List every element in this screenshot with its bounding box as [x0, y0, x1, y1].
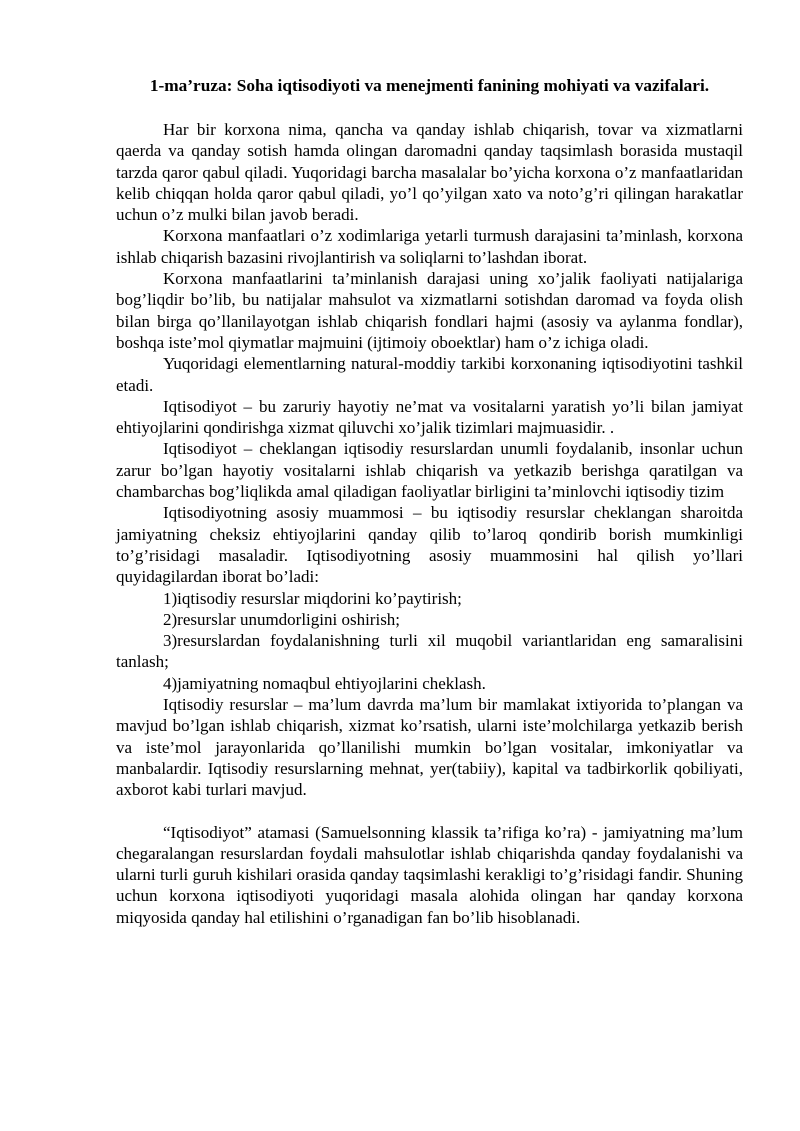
list-item-1: 1)iqtisodiy resurslar miqdorini ko’paytirish; [163, 588, 462, 608]
document-page [116, 0, 743, 928]
paragraph-2: Korxona manfaatlari o’z xodimlariga yetarli turmush darajasini ta’minlash, korxona ishlab chiqarish bazasini rivojlantirish va soliqlarni to’lashdan iborat. [116, 226, 743, 267]
list-item-3: 3)resurslardan foydalanishning turli xil muqobil variantlaridan eng samaralisini tanlash; [116, 631, 743, 672]
paragraph-8: Iqtisodiy resurslar – ma’lum davrda ma’lum bir mamlakat ixtiyorida to’plangan va mavjud bo’lgan ishlab chiqarish, xizmat ko’rsatish, ularni iste’molchilarga yetkazib berish va iste’mol jarayonlarida qo’llanilishi mumkin bo’lgan vositalar, imkoniyatlar va manbalardir. Iqtisodiy resurslarning mehnat, yer(tabiiy), kapital va tadbirkorlik qobiliyati, axborot kabi turlari mavjud. [116, 695, 743, 800]
paragraph-1: Har bir korxona nima, qancha va qanday ishlab chiqarish, tovar va xizmatlarni qaerda va qanday sotish hamda olingan daromadni qanday taqsimlash borasida mustaqil tarzda qaror qabul qiladi. Yuqoridagi barcha masalalar bo’yicha korxona o’z manfaatlaridan kelib chiqqan holda qaror qabul qiladi, yo’l qo’yilgan xato va noto’g’ri qilingan harakatlar uchun o’z mulki bilan javob beradi. [116, 120, 743, 225]
paragraph-6: Iqtisodiyot – cheklangan iqtisodiy resurslardan unumli foydalanib, insonlar uchun zarur bo’lgan hayotiy vositalarni ishlab chiqarish va yetkazib berishga qaratilgan va chambarchas bog’liqlikda amal qiladigan faoliyatlar birligini ta’minlovchi iqtisodiy tizim [116, 439, 743, 502]
paragraph-3: Korxona manfaatlarini ta’minlanish darajasi uning xo’jalik faoliyati natijalariga bog’liqdir bo’lib, bu natijalar mahsulot va xizmatlarni sotishdan daromad va foyda olish bilan birga qo’llanilayotgan ishlab chiqarish fondlari hajmi (asosiy va aylanma fondlar), boshqa iste’mol qiymatlar majmuini (ijtimoiy oboektlar) ham o’z ichiga oladi. [116, 269, 743, 352]
paragraph-5: Iqtisodiyot – bu zaruriy hayotiy ne’mat va vositalarni yaratish yo’li bilan jamiyat ehtiyojlarini qondirishga xizmat qiluvchi xo’jalik tizimlari majmuasidir. . [116, 396, 743, 438]
paragraph-4: Yuqoridagi elementlarning natural-moddiy tarkibi korxonaning iqtisodiyotini tashkil etadi. [116, 354, 743, 395]
paragraph-9: “Iqtisodiyot” atamasi (Samuelsonning klassik ta’rifiga ko’ra) - jamiyatning ma’lum chegaralangan resurslardan foydali mahsulotlar ishlab chiqarishda qanday foydalanishi va ularni turli guruh kishilari orasida qanday taqsimlashi kerakligi to’g’risidagi fandir. Shuning uchun korxona iqtisodiyoti yuqoridagi masala alohida olingan har qanday korxona miqyosida qanday hal etilishini o’rganadigan fan bo’lib hisoblanadi. [116, 822, 743, 927]
document-body [116, 119, 743, 928]
list-item-4: 4)jamiyatning nomaqbul ehtiyojlarini cheklash. [163, 673, 486, 693]
lecture-title: 1-ma’ruza: Soha iqtisodiyoti va menejmenti fanining mohiyati va vazifalari. [149, 76, 710, 95]
paragraph-spacer [116, 801, 743, 822]
list-item-2: 2)resurslar unumdorligini oshirish; [163, 609, 401, 629]
paragraph-7: Iqtisodiyotning asosiy muammosi – bu iqtisodiy resurslar cheklangan sharoitda jamiyatning cheksiz ehtiyojlarini qanday qilib to’laroq qondirib borish mumkinligi to’g’risidagi masaladir. Iqtisodiyotning asosiy muammosini hal qilish yo’llari quyidagilardan iborat bo’ladi: [116, 503, 743, 587]
